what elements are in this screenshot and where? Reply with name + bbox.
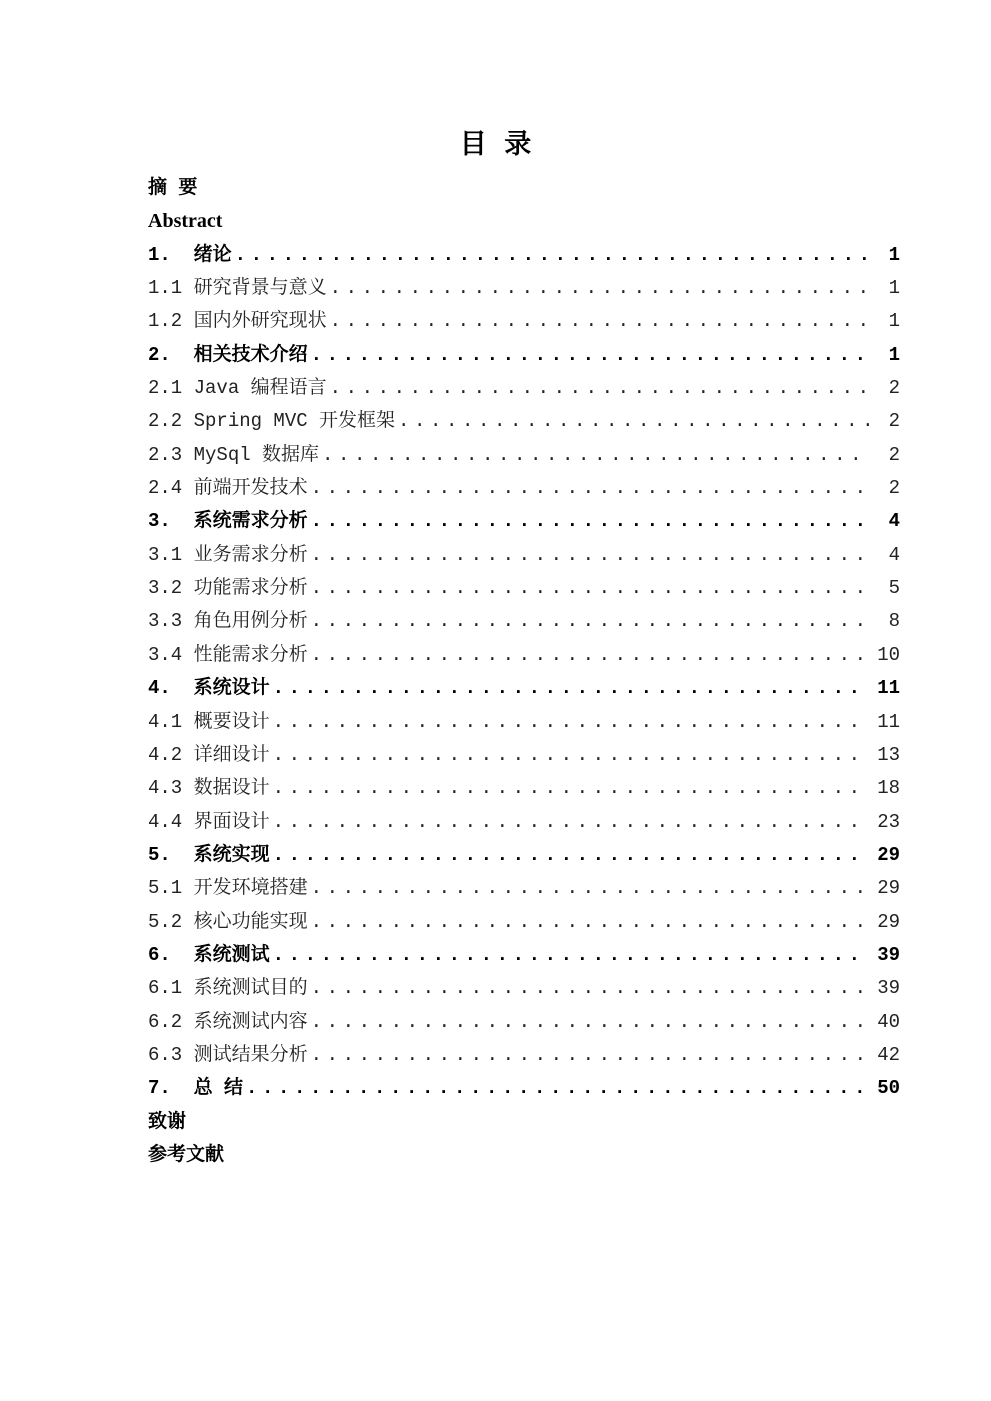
- toc-entry: [148, 505, 900, 538]
- toc-entry-label: 3.1 业务需求分析: [148, 543, 308, 566]
- toc-entry-label: 3.3 角色用例分析: [148, 610, 308, 633]
- toc-entry-label: 2.3 MySql 数据库: [148, 443, 320, 466]
- toc-entry: [148, 239, 900, 272]
- toc-dot-leader: [308, 472, 869, 505]
- toc-dot-leader: [270, 839, 869, 872]
- toc-list: [148, 172, 900, 1172]
- toc-dot-leader: [270, 939, 869, 972]
- toc-entry: [148, 1006, 900, 1039]
- toc-page-number: 13: [877, 743, 900, 766]
- toc-page-number: 2: [888, 477, 900, 500]
- toc-entry: [148, 939, 900, 972]
- toc-dot-leader: [308, 972, 869, 1005]
- toc-entry: [148, 472, 900, 505]
- toc-entry-label: 2.2 Spring MVC 开发框架: [148, 410, 396, 433]
- toc-page-number: 5: [888, 577, 900, 600]
- toc-entry-label: 5.1 开发环境搭建: [148, 877, 308, 900]
- toc-page-number: 29: [877, 843, 900, 866]
- toc-page-number: 23: [877, 810, 900, 833]
- toc-dot-leader: [308, 339, 869, 372]
- toc-entry: [148, 706, 900, 739]
- toc-dot-leader: [308, 639, 869, 672]
- toc-entry-label: 6.3 测试结果分析: [148, 1043, 308, 1066]
- toc-entry-label: 3.2 功能需求分析: [148, 577, 308, 600]
- toc-entry-label: 3. 系统需求分析: [148, 510, 308, 533]
- toc-page-number: 18: [877, 777, 900, 800]
- toc-page-number: 42: [877, 1043, 900, 1066]
- toc-dot-leader: [308, 1006, 869, 1039]
- toc-entry: [148, 639, 900, 672]
- toc-dot-leader: [308, 605, 869, 638]
- toc-dot-leader: [308, 539, 869, 572]
- toc-page-number: 2: [888, 377, 900, 400]
- toc-dot-leader: [308, 505, 869, 538]
- toc-dot-leader: [270, 672, 869, 705]
- toc-page-number: 4: [888, 543, 900, 566]
- toc-page-number: 40: [877, 1010, 900, 1033]
- toc-dot-leader: [327, 305, 869, 338]
- toc-entry: [148, 739, 900, 772]
- toc-page-number: 11: [877, 710, 900, 733]
- toc-entry: [148, 972, 900, 1005]
- toc-entry: [148, 772, 900, 805]
- toc-page-number: 39: [877, 943, 900, 966]
- toc-entry-label: 参考文献: [148, 1143, 225, 1166]
- toc-entry-label: 7. 总 结: [148, 1077, 244, 1100]
- toc-entry: [148, 872, 900, 905]
- toc-entry-label: 4. 系统设计: [148, 677, 270, 700]
- toc-entry-label: 1. 绪论: [148, 243, 232, 266]
- toc-entry: [148, 1139, 900, 1172]
- toc-entry: [148, 372, 900, 405]
- toc-entry: [148, 1106, 900, 1139]
- toc-page-number: 2: [888, 443, 900, 466]
- toc-entry-label: 6.2 系统测试内容: [148, 1010, 308, 1033]
- toc-page-number: 1: [888, 310, 900, 333]
- toc-dot-leader: [270, 806, 869, 839]
- toc-dot-leader: [319, 439, 869, 472]
- toc-page-number: 11: [877, 677, 900, 700]
- toc-dot-leader: [327, 272, 869, 305]
- toc-page-number: 1: [888, 277, 900, 300]
- toc-entry: [148, 572, 900, 605]
- toc-entry-label: 4.3 数据设计: [148, 777, 270, 800]
- toc-entry: [148, 906, 900, 939]
- toc-entry-label: 摘 要: [148, 177, 198, 199]
- toc-entry: [148, 272, 900, 305]
- toc-page-number: 2: [888, 410, 900, 433]
- toc-page-number: 1: [888, 343, 900, 366]
- toc-entry-label: 4.1 概要设计: [148, 710, 270, 733]
- toc-page-number: 29: [877, 910, 900, 933]
- toc-entry-label: 2.4 前端开发技术: [148, 477, 308, 500]
- toc-entry-label: 致谢: [148, 1110, 187, 1133]
- toc-entry: [148, 339, 900, 372]
- toc-dot-leader: [395, 405, 869, 438]
- toc-entry-label: 5.2 核心功能实现: [148, 910, 308, 933]
- toc-page-number: 10: [877, 643, 900, 666]
- toc-page-number: 1: [888, 243, 900, 266]
- toc-entry: [148, 205, 900, 238]
- toc-dot-leader: [270, 772, 869, 805]
- toc-entry-label: 2. 相关技术介绍: [148, 343, 308, 366]
- toc-page-number: 4: [888, 510, 900, 533]
- toc-entry-label: 6. 系统测试: [148, 943, 270, 966]
- toc-entry-label: 2.1 Java 编程语言: [148, 377, 327, 400]
- toc-entry: [148, 672, 900, 705]
- toc-dot-leader: [308, 872, 869, 905]
- toc-entry-label: 3.4 性能需求分析: [148, 643, 308, 666]
- toc-entry: [148, 806, 900, 839]
- toc-dot-leader: [270, 706, 869, 739]
- toc-page-number: 8: [888, 610, 900, 633]
- toc-entry: [148, 605, 900, 638]
- toc-entry: [148, 1072, 900, 1105]
- toc-dot-leader: [308, 906, 869, 939]
- toc-entry: [148, 305, 900, 338]
- toc-entry: [148, 172, 900, 205]
- toc-entry: [148, 839, 900, 872]
- toc-page-number: 39: [877, 977, 900, 1000]
- toc-page-number: 29: [877, 877, 900, 900]
- toc-entry-label: 5. 系统实现: [148, 843, 270, 866]
- toc-entry-label: 6.1 系统测试目的: [148, 977, 308, 1000]
- toc-entry: [148, 539, 900, 572]
- toc-entry: [148, 1039, 900, 1072]
- toc-dot-leader: [232, 239, 869, 272]
- toc-entry-label: 4.2 详细设计: [148, 743, 270, 766]
- toc-dot-leader: [308, 1039, 869, 1072]
- toc-entry-label: 1.2 国内外研究现状: [148, 310, 327, 333]
- toc-dot-leader: [308, 572, 869, 605]
- toc-entry: [148, 405, 900, 438]
- toc-page-number: 50: [877, 1077, 900, 1100]
- toc-entry-label: 1.1 研究背景与意义: [148, 277, 327, 300]
- toc-entry-label: 4.4 界面设计: [148, 810, 270, 833]
- page-title: 目 录: [459, 129, 532, 159]
- toc-dot-leader: [327, 372, 869, 405]
- toc-dot-leader: [243, 1072, 869, 1105]
- toc-dot-leader: [270, 739, 869, 772]
- toc-entry: [148, 439, 900, 472]
- toc-entry-label: Abstract: [148, 210, 223, 233]
